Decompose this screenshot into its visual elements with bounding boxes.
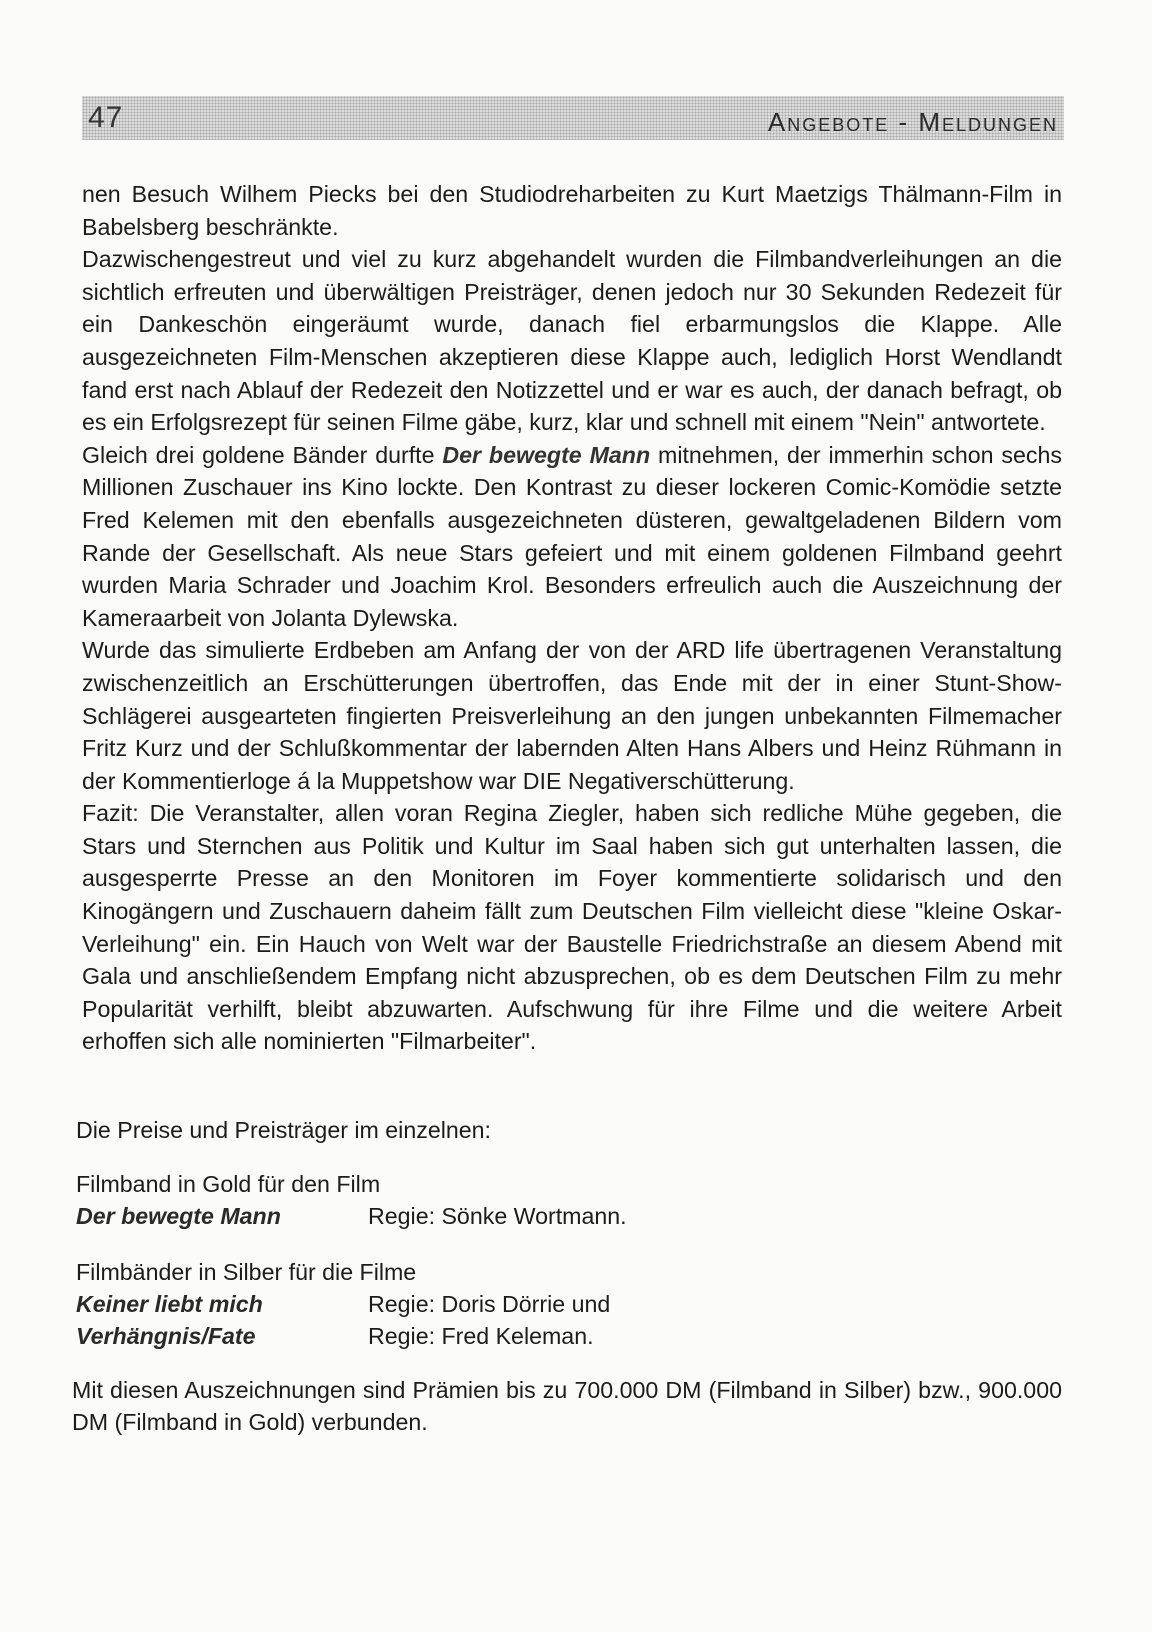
silver-award-heading: Filmbänder in Silber für die Filme	[76, 1259, 417, 1285]
section-title: Angebote - Meldungen	[767, 106, 1058, 137]
paragraph-1: nen Besuch Wilhem Piecks bei den Studiodreharbeiten zu Kurt Maetzigs Thälmann-Film in Babelsberg beschränkte.	[82, 181, 1062, 240]
award-film: Verhängnis/Fate	[76, 1323, 256, 1349]
award-row	[76, 1200, 1066, 1232]
award-director: Regie: Sönke Wortmann.	[368, 1203, 627, 1229]
gold-award-section	[76, 1168, 1066, 1232]
closing-paragraph	[72, 1374, 1062, 1438]
award-director: Regie: Fred Keleman.	[368, 1323, 594, 1349]
award-director: Regie: Doris Dörrie und	[368, 1291, 611, 1317]
silver-award-section	[76, 1256, 1066, 1352]
paragraph-2: Dazwischengestreut und viel zu kurz abgehandelt wurden die Filmbandverleihungen an die sichtlich erfreuten und überwältigen Preisträger, denen jedoch nur 30 Sekunden Redezeit für ein Dankeschön eingeräumt wurde, danach fiel erbarmungslos die Klappe. Alle ausgezeichneten Film-Menschen akzeptieren diese Klappe auch, lediglich Horst Wendlandt fand erst nach Ablauf der Redezeit den Notizzettel und er war es auch, der danach befragt, ob es ein Erfolgsrezept für seinen Filme gäbe, kurz, klar und schnell mit einem "Nein" antwortete.	[82, 246, 1062, 436]
page-header	[82, 96, 1064, 140]
paragraph-3-start: Gleich drei goldene Bänder durfte	[82, 441, 443, 468]
paragraph-3-end: mitnehmen, der immerhin schon sechs Millionen Zuschauer ins Kino lockte. Den Kontrast zu dieser lockeren Comic-Komödie setzte Fred Kelemen mit den ebenfalls ausgezeichneten düsteren, gewaltgeladenen Bildern vom Rande der Gesellschaft. Als neue Stars gefeiert und mit einem goldenen Filmband geehrt wurden Maria Schrader und Joachim Krol. Besonders erfreulich auch die Auszeichnung der Kameraarbeit von Jolanta Dylewska.	[82, 441, 1062, 631]
paragraph-4: Wurde das simulierte Erdbeben am Anfang der von der ARD life übertragenen Veranstaltung zwischenzeitlich an Erschütterungen übertroffen, das Ende mit der in einer Stunt-Show-Schlägerei ausgearteten fingierten Preisverleihung an den jungen unbekannten Filmemacher Fritz Kurz und der Schlußkommentar der labernden Alten Hans Albers und Heinz Rühmann in der Kommentierloge á la Muppetshow war DIE Negativerschütterung.	[82, 637, 1062, 794]
paragraph-5: Fazit: Die Veranstalter, allen voran Regina Ziegler, haben sich redliche Mühe gegeben, die Stars und Sternchen aus Politik und Kultur im Saal haben sich gut unterhalten lassen, die ausgesperrte Presse an den Monitoren im Foyer kommentierte solidarisch und den Kinogängern und Zuschauern daheim fällt zum Deutschen Film vielleicht diese "kleine Oskar-Verleihung" ein. Ein Hauch von Welt war der Baustelle Friedrichstraße an diesem Abend mit Gala und anschließendem Empfang nicht abzusprechen, ob es dem Deutschen Film zu mehr Popularität verhilft, bleibt abzuwarten. Aufschwung für ihre Filme und die weitere Arbeit erhoffen sich alle nominierten "Filmarbeiter".	[82, 800, 1062, 1055]
closing-text: Mit diesen Auszeichnungen sind Prämien bis zu 700.000 DM (Filmband in Silber) bzw., 900.000 DM (Filmband in Gold) verbunden.	[72, 1377, 1062, 1435]
film-title-highlight: Der bewegte Mann	[442, 441, 651, 468]
award-row	[76, 1288, 1066, 1320]
article-body	[82, 178, 1062, 1058]
award-film: Der bewegte Mann	[76, 1203, 281, 1229]
award-film: Keiner liebt mich	[76, 1291, 263, 1317]
paragraph-3	[82, 439, 1062, 635]
awards-intro: Die Preise und Preisträger im einzelnen:	[76, 1117, 491, 1143]
gold-award-heading: Filmband in Gold für den Film	[76, 1171, 381, 1197]
award-row	[76, 1320, 1066, 1352]
page-number: 47	[88, 101, 124, 134]
